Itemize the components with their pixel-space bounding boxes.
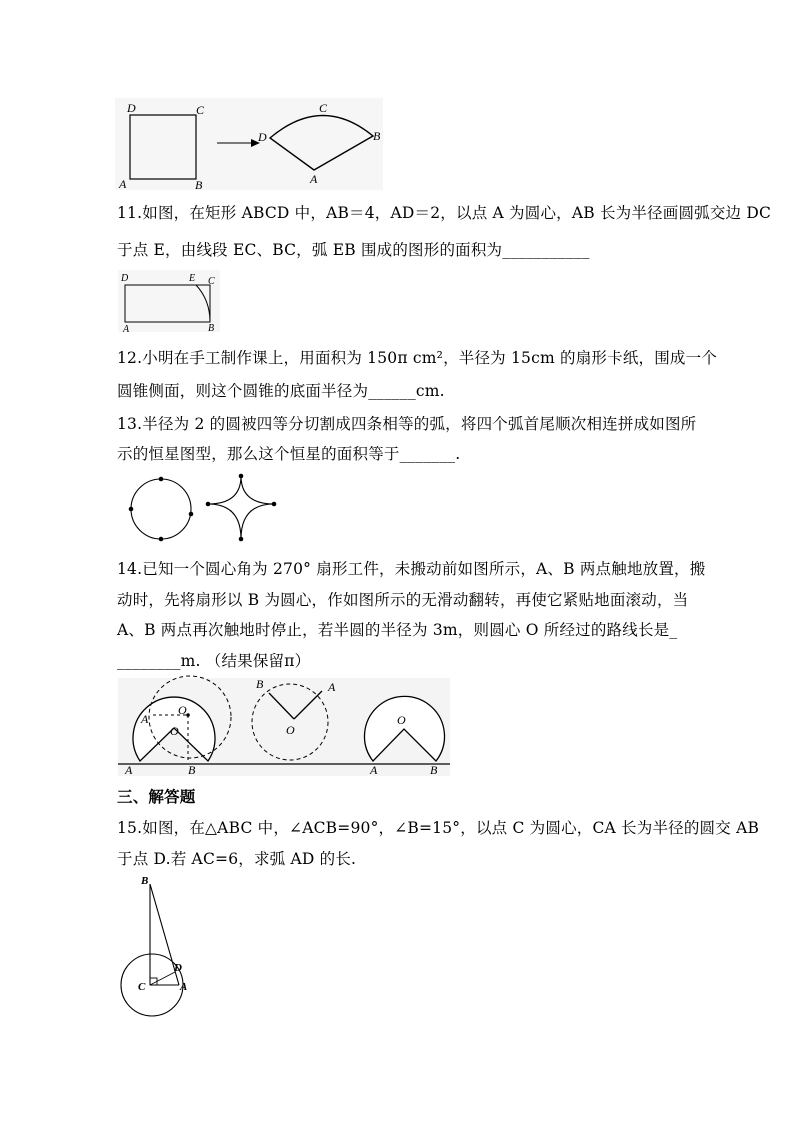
label-o-initial: O: [170, 724, 179, 738]
label-a-top: A: [328, 680, 336, 694]
label-b-mid: B: [256, 677, 264, 691]
rect-label-b: B: [208, 323, 215, 334]
star-shape-figure: [125, 472, 285, 547]
square-label-b: B: [195, 178, 203, 192]
rolling-sector-figure: [118, 678, 453, 778]
label-a: A: [180, 981, 188, 993]
rect-label-c: C: [208, 276, 215, 287]
q11-text-line-2: 于点 E，由线段 EC、BC，弧 EB 围成的图形的面积为___________: [117, 241, 590, 259]
circle-point-top: [159, 477, 164, 482]
circle-point-right: [189, 512, 194, 517]
square-label-c: C: [196, 103, 205, 117]
sector-label-d: D: [258, 130, 267, 144]
q13-text-line-1: 13.半径为 2 的圆被四等分切割成四条相等的弧，将四个弧首尾顺次相连拼成如图所: [117, 415, 697, 433]
star-point-bottom: [239, 537, 244, 542]
point-o-rotated: [186, 713, 190, 717]
label-o-rotated: O: [178, 703, 187, 717]
q12-text-line-2: 圆锥侧面，则这个圆锥的底面半径为______cm.: [117, 382, 445, 400]
q13-text-line-2: 示的恒星图型，那么这个恒星的面积等于_______.: [117, 445, 461, 463]
star-point-right: [272, 502, 277, 507]
label-o-mid: O: [286, 723, 295, 737]
q15-text-line-1: 15.如图，在△ABC 中，∠ACB=90°，∠B=15°，以点 C 为圆心，CA 长为半径的圆交 AB: [117, 819, 760, 837]
label-a-initial: A: [125, 763, 133, 777]
square-label-a: A: [119, 177, 127, 191]
circle-point-bottom: [159, 537, 164, 542]
star-shape: [208, 476, 274, 539]
label-c: C: [138, 981, 146, 993]
rect-label-d: D: [121, 273, 129, 284]
triangle-circle-figure: [115, 872, 205, 1020]
star-point-left: [206, 502, 211, 507]
rectangle-arc-figure: [118, 270, 223, 334]
square-label-d: D: [127, 101, 136, 115]
figure-background: [118, 270, 220, 332]
sector-label-b: B: [373, 129, 381, 143]
q11-text-line-1: 11.如图，在矩形 ABCD 中，AB＝4，AD＝2，以点 A 为圆心，AB 长为半径画圆弧交边 DC: [117, 204, 772, 222]
section-heading: 三、解答题: [117, 788, 196, 806]
q14-text-line-1: 14.已知一个圆心角为 270° 扇形工件，未搬动前如图所示，A、B 两点触地放置，搬: [117, 560, 706, 578]
q15-text-line-2: 于点 D.若 AC=6，求弧 AD 的长.: [117, 850, 357, 868]
label-o-final: O: [397, 713, 406, 727]
sector-label-a: A: [310, 172, 318, 186]
q14-text-line-4: ________m. （结果保留π）: [117, 652, 311, 670]
rect-label-a: A: [123, 324, 130, 335]
label-a-final: A: [370, 763, 378, 777]
star-point-top: [239, 474, 244, 479]
circle-point-left: [129, 507, 134, 512]
q12-text-line-1: 12.小明在手工制作课上，用面积为 150π cm²，半径为 15cm 的扇形卡纸，围成一个: [117, 349, 718, 367]
label-b-final: B: [430, 763, 438, 777]
q14-text-line-3: A、B 两点再次触地时停止，若半圆的半径为 3m，则圆心 O 所经过的路线长是_: [117, 621, 678, 639]
q14-text-line-2: 动时，先将扇形以 B 为圆心，作如图所示的无滑动翻转，再使它紧贴地面滚动，当: [117, 591, 689, 609]
square-to-sector-figure: [115, 98, 395, 193]
label-d: D: [174, 962, 182, 974]
rect-label-e: E: [189, 273, 196, 284]
circle-divided: [131, 479, 191, 539]
figure-background: [115, 98, 383, 190]
sector-label-c: C: [319, 101, 328, 115]
label-b: B: [141, 875, 149, 887]
segment-cd: [150, 972, 175, 985]
label-a-mid: A: [141, 712, 149, 726]
label-b-initial: B: [188, 763, 196, 777]
